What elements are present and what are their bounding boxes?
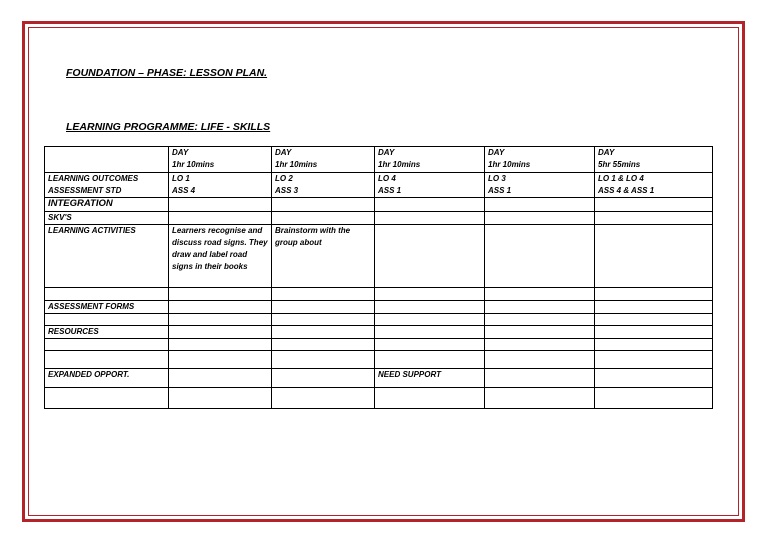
table-row-expanded <box>45 369 713 388</box>
day-duration: 1hr 10mins <box>172 160 215 169</box>
outcome-cell-2 <box>272 173 375 198</box>
integration-label: INTEGRATION <box>45 198 169 212</box>
table-cell <box>169 369 272 388</box>
ass-value: ASS 1 <box>488 186 512 195</box>
table-cell <box>595 301 713 314</box>
table-cell <box>375 388 485 409</box>
ass-value: ASS 4 & ASS 1 <box>598 186 655 195</box>
lesson-plan-table <box>44 146 713 409</box>
day-label: DAY <box>378 148 395 157</box>
table-cell <box>272 326 375 339</box>
table-cell <box>595 326 713 339</box>
table-cell <box>272 198 375 212</box>
day-duration: 1hr 10mins <box>275 160 318 169</box>
table-cell <box>45 351 169 369</box>
lo-value: LO 3 <box>488 174 506 183</box>
table-cell <box>595 314 713 326</box>
lo-value: LO 1 & LO 4 <box>598 174 644 183</box>
table-cell <box>169 301 272 314</box>
table-cell <box>169 212 272 225</box>
table-row-activities <box>45 225 713 288</box>
activity-cell-2 <box>272 225 375 288</box>
table-cell <box>485 314 595 326</box>
table-cell <box>272 388 375 409</box>
table-cell <box>272 301 375 314</box>
table-row-days <box>45 147 713 173</box>
table-cell <box>169 339 272 351</box>
table-cell <box>375 314 485 326</box>
day-duration: 1hr 10mins <box>378 160 421 169</box>
table-row-resources <box>45 326 713 339</box>
table-cell <box>272 339 375 351</box>
table-cell <box>595 225 713 288</box>
ass-value: ASS 3 <box>275 186 299 195</box>
outcome-cell-1 <box>169 173 272 198</box>
table-row-outcomes <box>45 173 713 198</box>
assessment-forms-label: ASSESSMENT FORMS <box>45 301 169 314</box>
table-cell <box>485 212 595 225</box>
table-row <box>45 314 713 326</box>
table-cell <box>272 369 375 388</box>
table-cell <box>595 339 713 351</box>
activity-cell-1 <box>169 225 272 288</box>
ass-value: ASS 1 <box>378 186 402 195</box>
table-cell <box>375 212 485 225</box>
day-header-1 <box>169 147 272 173</box>
table-cell <box>272 351 375 369</box>
activity-text-2: Brainstorm with the group about <box>275 226 351 247</box>
table-cell <box>272 288 375 301</box>
table-cell <box>485 288 595 301</box>
table-cell <box>375 198 485 212</box>
learning-activities-label: LEARNING ACTIVITIES <box>45 225 169 288</box>
table-cell <box>485 351 595 369</box>
learning-programme-heading: LEARNING PROGRAMME: LIFE - SKILLS <box>66 121 271 133</box>
table-row-skvs <box>45 212 713 225</box>
outcome-cell-5 <box>595 173 713 198</box>
table-cell <box>272 212 375 225</box>
learning-outcomes-label: LEARNING OUTCOMES <box>48 174 139 183</box>
day-duration: 5hr 55mins <box>598 160 641 169</box>
table-cell <box>375 301 485 314</box>
table-cell <box>169 288 272 301</box>
day-duration: 1hr 10mins <box>488 160 531 169</box>
table-cell <box>375 225 485 288</box>
table-cell <box>595 388 713 409</box>
table-row-assessment-forms <box>45 301 713 314</box>
day-header-5 <box>595 147 713 173</box>
table-cell <box>485 198 595 212</box>
table-cell <box>485 326 595 339</box>
day-label: DAY <box>172 148 189 157</box>
lo-value: LO 1 <box>172 174 190 183</box>
day-header-2 <box>272 147 375 173</box>
table-cell <box>45 314 169 326</box>
lo-value: LO 2 <box>275 174 293 183</box>
table-cell <box>45 288 169 301</box>
table-cell <box>169 198 272 212</box>
table-cell <box>485 301 595 314</box>
table-cell <box>169 351 272 369</box>
day-header-4 <box>485 147 595 173</box>
day-label: DAY <box>598 148 615 157</box>
table-row <box>45 388 713 409</box>
table-cell <box>375 351 485 369</box>
table-cell <box>595 198 713 212</box>
skvs-label: SKV'S <box>45 212 169 225</box>
assessment-std-label: ASSESSMENT STD <box>48 186 122 195</box>
table-cell <box>272 314 375 326</box>
table-cell <box>169 326 272 339</box>
table-cell <box>375 288 485 301</box>
table-cell <box>485 225 595 288</box>
table-cell <box>595 369 713 388</box>
document-title: FOUNDATION – PHASE: LESSON PLAN. <box>66 67 268 79</box>
table-cell <box>169 388 272 409</box>
activity-text-1: Learners recognise and discuss road signs. They draw and label road signs in their books <box>172 226 268 271</box>
table-cell <box>375 339 485 351</box>
table-row <box>45 339 713 351</box>
day-header-3 <box>375 147 485 173</box>
row-label-outcomes <box>45 173 169 198</box>
day-label: DAY <box>275 148 292 157</box>
need-support-label: NEED SUPPORT <box>375 369 485 388</box>
table-row <box>45 288 713 301</box>
table-cell <box>375 326 485 339</box>
day-label: DAY <box>488 148 505 157</box>
outcome-cell-4 <box>485 173 595 198</box>
ass-value: ASS 4 <box>172 186 196 195</box>
table-cell <box>45 147 169 173</box>
table-cell <box>595 351 713 369</box>
table-cell <box>595 212 713 225</box>
expanded-opport-label: EXPANDED OPPORT. <box>45 369 169 388</box>
table-cell <box>485 369 595 388</box>
table-row <box>45 351 713 369</box>
table-cell <box>485 388 595 409</box>
table-row-integration <box>45 198 713 212</box>
outcome-cell-3 <box>375 173 485 198</box>
lo-value: LO 4 <box>378 174 396 183</box>
table-cell <box>595 288 713 301</box>
table-cell <box>45 388 169 409</box>
resources-label: RESOURCES <box>45 326 169 339</box>
table-cell <box>45 339 169 351</box>
table-cell <box>169 314 272 326</box>
table-cell <box>485 339 595 351</box>
